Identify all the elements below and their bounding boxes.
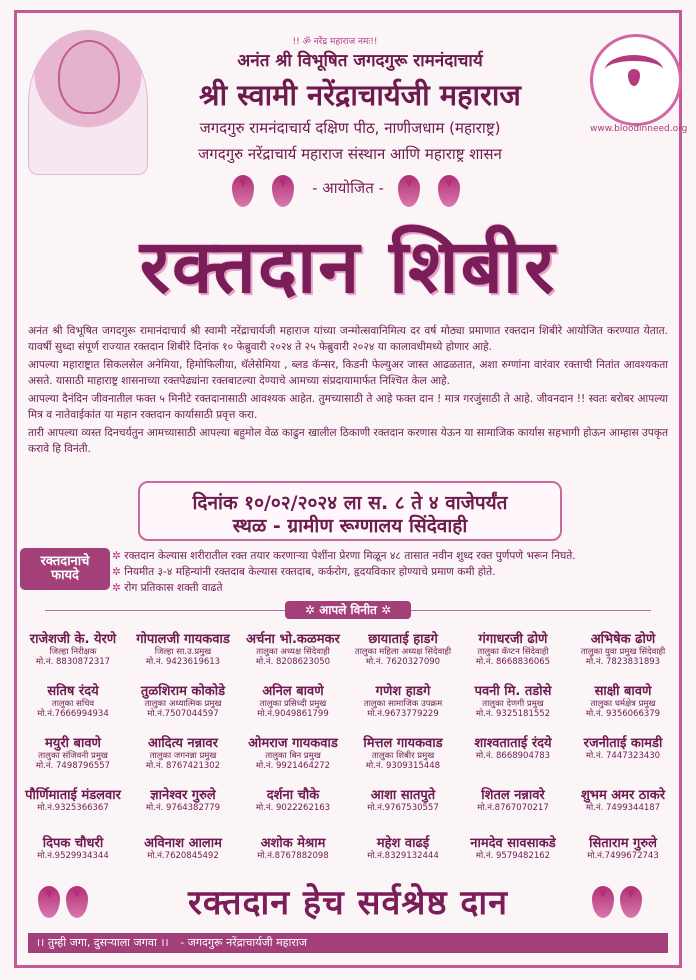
contact-card xyxy=(18,785,128,813)
contact-phone: मो.नं.9673779229 xyxy=(367,709,439,719)
contact-card xyxy=(128,629,238,667)
contact-card xyxy=(128,733,238,771)
contact-phone: मो.नं. 8767421302 xyxy=(145,761,221,771)
contact-role: तालुका सामाजिक उपक्रम xyxy=(363,699,443,709)
benefit-item: ✲ रक्तदान केल्यास शरीरातील रक्त तयार करणाऱ्या पेशींना प्रेरणा मिळून ४८ तासात नवीन शुध्द रक्त पुर्णपणे भरून निघते. xyxy=(112,548,682,564)
contact-card xyxy=(568,629,678,667)
contact-phone: मो.नं. 9423619613 xyxy=(145,657,221,667)
contact-card xyxy=(458,733,568,761)
contact-phone: मो.नं. 9325181552 xyxy=(475,709,551,719)
contact-role: तालुका देणगी प्रमुख xyxy=(482,699,544,709)
contact-name: पवनी मि. तडोसे xyxy=(474,684,552,699)
contact-card xyxy=(568,785,678,813)
contact-name: शुभम अमर ठाकरे xyxy=(580,788,666,803)
contact-phone: मो.नं.7666994934 xyxy=(37,709,109,719)
contact-phone: मो.नं.7499672743 xyxy=(587,851,659,861)
contact-name: ओमराज गायकवाड xyxy=(248,736,338,751)
contact-phone: मो.नं. 9579482162 xyxy=(475,851,551,861)
logo-caption: www.bloodinneed.org xyxy=(590,124,688,134)
guru-face-shape xyxy=(58,40,120,114)
contact-name: साक्षी बावणे xyxy=(594,684,652,699)
section-title: ✲ आपले विनीत ✲ xyxy=(285,601,411,619)
contact-phone: मो.नं. 7499344187 xyxy=(585,803,661,813)
contact-role: तालुका कॅप्टन सिंदेवाही xyxy=(477,647,549,657)
contact-role: जिल्हा निरीक्षक xyxy=(49,647,97,657)
benefits-label-line2: फायदे xyxy=(51,568,79,583)
contact-card xyxy=(18,629,128,667)
contact-phone: मो.नं.9529934344 xyxy=(37,851,109,861)
contact-role: तालुका युवा प्रमुख सिंदेवाही xyxy=(580,647,666,657)
contact-name: गोपालजी गायकवाड xyxy=(136,632,230,647)
body-paragraph-3: आपल्या दैनंदिन जीवनातील फक्त ५ मिनीटे रक्तदानासाठी आवश्यक आहेत. तुमच्यासाठी ते आहे फक्त दान ! मात्र गरजुंसाठी ते आहे. जीवनदान !! स्वतः बरोबर आपल्या मित्र व नातेवाईकांत या महान रक्तदान कार्यासाठी प्रवृत्त करा. xyxy=(28,393,668,421)
contact-card xyxy=(128,681,238,719)
contact-phone: मो.नं. 9022262163 xyxy=(255,803,331,813)
contact-card xyxy=(568,681,678,719)
body-paragraph-2: आपल्या महाराष्ट्रात सिकलसेल अनेमिया, हिमोफिलीया, थॅलेसेमिया , ब्लड कॅन्सर, किडनी फेल्युअर जास्त आढळतात, अशा रुग्णांना वारंवार रक्ताची नितांत आवश्यकता असते. यासाठी माहाराष्ट्र शासनाच्या रक्तपेढ्यांना रक्तबाटल्या देण्याचे आमच्या संप्रदायामार्फत निश्चित केल आहे. xyxy=(28,359,669,387)
event-title: रक्तदान शिबीर xyxy=(139,224,557,310)
contact-role: तालुका प्रसिध्दी प्रमुख xyxy=(259,699,327,709)
header-line1: अनंत श्री विभूषित जगदगुरू रामनंदाचार्य xyxy=(237,51,483,71)
contact-name: अभिषेक ढोणे xyxy=(590,632,656,647)
contact-phone: मो.नं. 7447323430 xyxy=(585,751,661,761)
contact-role: तालुका अध्यक्ष सिंदेवाही xyxy=(256,647,330,657)
contact-card xyxy=(128,785,238,813)
contact-name: शितल नन्नावरे xyxy=(481,788,545,803)
contact-phone: मो.नं. 7620327090 xyxy=(365,657,441,667)
header-line3: जगदगुरु रामनंदाचार्य दक्षिण पीठ, नाणीजधाम (महाराष्ट्र) xyxy=(199,119,501,137)
footer-slogan: रक्तदान हेच सर्वश्रेष्ठ दान xyxy=(187,883,509,923)
header-line2: श्री स्वामी नरेंद्राचार्यजी महाराज xyxy=(199,78,521,112)
contact-name: मयुरी बावणे xyxy=(45,736,101,751)
contact-name: शाश्वताताई रंदये xyxy=(474,736,552,751)
contact-phone: मो.नं.8329132444 xyxy=(367,851,439,861)
contact-name: महेश वाढई xyxy=(376,836,430,851)
contact-card xyxy=(18,681,128,719)
contact-card xyxy=(238,785,348,813)
invocation: !! ॐ नरेंद्र महाराज नमः!! xyxy=(292,37,378,47)
contact-phone: मो.नं.8767882098 xyxy=(257,851,329,861)
contact-name: सिताराम गुरुले xyxy=(589,836,657,851)
contact-phone: मो.नं.9767530557 xyxy=(367,803,439,813)
contact-card xyxy=(348,681,458,719)
body-paragraph-1: अनंत श्री विभूषित जगदगुरू रामानंदाचार्य श्री स्वामी नरेंद्राचार्यजी महाराज यांच्या जन्मोत्सवानिमित्य दर वर्ष मोठ्या प्रमाणात रक्तदान शिबीरे आयोजित करण्यात येतात. यावर्षी सुध्दा संपूर्ण राज्यात रक्तदान शिबीरे दिनांक १० फेब्रुवारी २०२४ ते २५ फेब्रुवारी २०२४ या कालावधीमध्ये होणार आहे. xyxy=(28,325,668,353)
contact-card xyxy=(238,681,348,719)
contact-name: अर्चना भो.कळमकर xyxy=(246,632,340,647)
contact-phone: मो.नं. 8830872317 xyxy=(35,657,111,667)
contact-phone: मो.नं. 7823831893 xyxy=(585,657,661,667)
contact-phone: मो.नं.9049861799 xyxy=(257,709,329,719)
contact-role: तालुका शिबीर प्रमुख xyxy=(371,751,435,761)
contact-card xyxy=(348,629,458,667)
contact-role: तालुका सचिव xyxy=(51,699,95,709)
contact-card xyxy=(128,833,238,861)
contact-card xyxy=(458,681,568,719)
contact-card xyxy=(238,733,348,771)
contact-card xyxy=(348,833,458,861)
contact-card xyxy=(568,733,678,761)
contact-phone: मो.नं. 8208623050 xyxy=(255,657,331,667)
contact-name: दर्शना चौके xyxy=(266,788,320,803)
contact-role: तालुका महिला अध्यक्ष सिंदेवाही xyxy=(354,647,452,657)
contact-name: अशोक मेश्राम xyxy=(260,836,326,851)
contact-card xyxy=(238,629,348,667)
contact-card xyxy=(458,629,568,667)
benefits-list xyxy=(112,548,682,596)
contact-card xyxy=(348,733,458,771)
benefits-label xyxy=(20,548,110,590)
contact-role: जिल्हा सा.उ.प्रमुख xyxy=(154,647,212,657)
contact-card xyxy=(18,733,128,771)
contact-role: तालुका बिन प्रमुख xyxy=(265,751,321,761)
bottom-bar xyxy=(28,933,668,953)
contact-card xyxy=(348,785,458,813)
contact-phone: मो.नं.7620845492 xyxy=(147,851,219,861)
benefit-item: ✲ रोग प्रतिकास शक्ती वाढते xyxy=(112,580,682,596)
contact-role: तालुका धर्मक्षेत्र प्रमुख xyxy=(590,699,656,709)
contact-name: पौर्णिमाताई मंडलवार xyxy=(25,788,121,803)
contact-phone: मो.नं.8767070217 xyxy=(477,803,549,813)
contact-phone: मो.नं. 9764382779 xyxy=(145,803,221,813)
contact-role: तालुका अध्यात्मिक प्रमुख xyxy=(144,699,222,709)
signature: - जगदगुरू नरेंद्राचार्यजी महाराज xyxy=(180,936,307,949)
contact-card xyxy=(238,833,348,861)
contact-card xyxy=(568,833,678,861)
contact-card xyxy=(18,833,128,861)
contact-name: राजेशजी के. येरणे xyxy=(29,632,117,647)
body-paragraph-4: तारी आपल्या व्यस्त दिनचर्यतुन आमच्यासाठी आपल्या बहुमोल वेळ काढुन खालील ठिकाणी रक्तदान करणास येऊन या सामाजिक कार्यास सहभागी होऊन आम्हास उपकृत करावे हि विनंती. xyxy=(28,427,668,455)
contact-name: रजनीताई कामडी xyxy=(583,736,663,751)
contact-phone: मो.नं. 8668836065 xyxy=(475,657,551,667)
contact-name: अनिल बावणे xyxy=(262,684,324,699)
contact-name: आदित्य नन्नावर xyxy=(148,736,218,751)
contact-name: सतिष रंदये xyxy=(47,684,99,699)
contact-phone: मो.नं. 9921464272 xyxy=(255,761,331,771)
contact-phone: मो.नं.7507044597 xyxy=(147,709,219,719)
benefit-item: ✲ नियमीत ३-४ महिन्यांनी रक्तदाब केल्यास रक्तदाब, कर्करोग, हृदयविकार होण्याचे प्रमाण कमी होते. xyxy=(112,564,682,580)
benefits-label-line1: रक्तदानाचे xyxy=(40,554,90,569)
contact-role: तालुका संजिवनी प्रमुख xyxy=(38,751,108,761)
event-date: दिनांक १०/०२/२०२४ ला स. ८ ते ४ वाजेपर्यंत xyxy=(192,492,508,514)
contact-phone: मो.नं. 8668904783 xyxy=(475,751,551,761)
contact-name: दिपक चौधरी xyxy=(42,836,104,851)
header-line4: जगदगुरु नरेंद्राचार्य महाराज संस्थान आणि महाराष्ट्र शासन xyxy=(198,145,502,163)
contact-card xyxy=(458,785,568,813)
contact-name: गणेश हाडगे xyxy=(375,684,431,699)
event-info-box xyxy=(138,481,562,541)
contact-name: आशा सातपुते xyxy=(370,788,436,803)
event-place: स्थळ - ग्रामीण रूग्णालय सिंदेवाही xyxy=(232,515,468,537)
contact-name: मित्तल गायकवाड xyxy=(363,736,443,751)
contact-phone: मो.नं. 9309315448 xyxy=(365,761,441,771)
contact-name: छायाताई हाडगे xyxy=(368,632,438,647)
contact-phone: मो.नं. 9356066379 xyxy=(585,709,661,719)
contact-phone: मो.नं. 7498796557 xyxy=(35,761,111,771)
contact-role: तालुका जगनन्ना प्रमुख xyxy=(149,751,217,761)
contact-name: अविनाश आलाम xyxy=(144,836,222,851)
motto: ।। तुम्ही जगा, दुसऱ्याला जगवा ।। xyxy=(36,936,169,949)
organiser-label: - आयोजित - xyxy=(312,179,384,197)
contact-name: नामदेव सावसाकडे xyxy=(470,836,556,851)
contact-name: गंगाधरजी ढोणे xyxy=(478,632,548,647)
contact-phone: मो.नं.9325366367 xyxy=(37,803,109,813)
contact-name: तुळशिराम कोकोडे xyxy=(140,684,226,699)
contact-card xyxy=(458,833,568,861)
contact-name: ज्ञानेश्वर गुरुले xyxy=(150,788,216,803)
